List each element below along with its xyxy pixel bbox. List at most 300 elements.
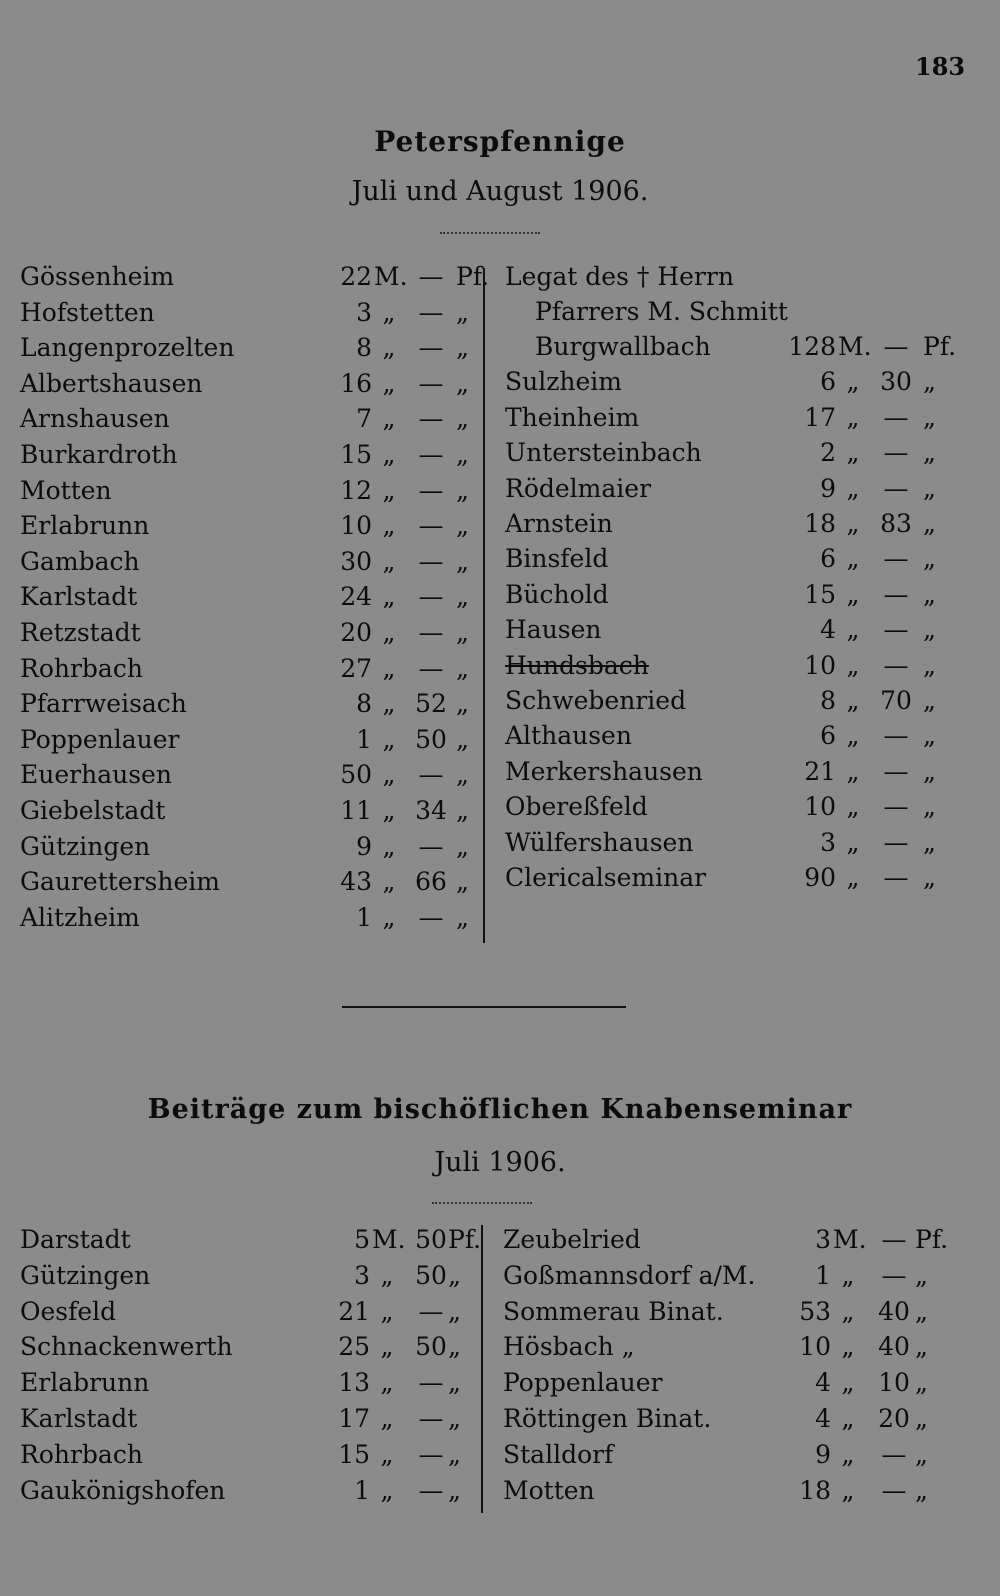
pfennig-amount: 40: [878, 1332, 910, 1362]
mark-unit: „: [841, 1332, 855, 1362]
pfennig-unit: „: [456, 760, 469, 790]
mark-unit: „: [382, 546, 396, 576]
table-row: [20, 654, 498, 688]
mark-amount: 50: [340, 760, 372, 790]
table-row: [20, 1440, 490, 1474]
pfennig-unit: „: [456, 368, 469, 398]
mark-unit: „: [382, 511, 396, 541]
mark-amount: 10: [340, 511, 372, 541]
table-row: [20, 547, 498, 581]
pfennig-unit: „: [923, 756, 936, 786]
pfennig-unit: „: [923, 792, 936, 822]
place-name: Althausen: [505, 721, 632, 751]
place-name: Hofstetten: [20, 297, 155, 327]
mark-amount: 10: [799, 1332, 831, 1362]
table-row: [503, 1225, 963, 1259]
table-row: [20, 689, 498, 723]
place-name: Schwebenried: [505, 686, 687, 715]
pfennig-unit: „: [923, 509, 936, 538]
place-name: Burgwallbach: [535, 332, 711, 361]
pfennig-unit: „: [915, 1296, 928, 1326]
pfennig-amount: —: [418, 475, 444, 505]
table-row: [503, 1476, 963, 1510]
mark-amount: 9: [356, 831, 372, 861]
pfennig-unit: „: [923, 579, 936, 609]
pfennig-amount: —: [418, 1404, 444, 1433]
page-number: 183: [915, 52, 966, 81]
table-row: [20, 1368, 490, 1402]
place-name: Alitzheim: [20, 902, 140, 932]
pfennig-amount: 52: [415, 689, 447, 719]
mark-amount: 1: [354, 1475, 370, 1505]
table-row: [505, 757, 965, 791]
place-name: Euerhausen: [20, 760, 172, 790]
table-row: [505, 544, 965, 578]
table-row: [20, 404, 498, 438]
mark-amount: 18: [799, 1475, 831, 1505]
table-row: [505, 863, 965, 897]
mark-amount: 3: [356, 297, 372, 327]
pfennig-amount: —: [418, 368, 444, 398]
pfennig-unit: „: [915, 1475, 928, 1505]
pfennig-unit: „: [456, 724, 469, 754]
place-name: Zeubelried: [503, 1225, 641, 1254]
pfennig-unit: „: [923, 615, 936, 645]
pfennig-unit: „: [456, 475, 469, 505]
mark-unit: „: [841, 1475, 855, 1505]
pfennig-amount: —: [418, 760, 444, 790]
pfennig-amount: —: [883, 438, 909, 468]
pfennig-unit: „: [456, 618, 469, 647]
table-row: [505, 651, 965, 685]
mark-unit: „: [382, 902, 396, 932]
mark-unit: „: [846, 650, 860, 680]
pfennig-amount: 34: [415, 796, 447, 825]
place-name: Hausen: [505, 615, 602, 645]
mark-amount: 30: [340, 546, 372, 576]
pfennig-unit: Pf.: [456, 262, 490, 291]
pfennig-unit: „: [448, 1296, 461, 1326]
pfennig-unit: „: [456, 404, 469, 434]
place-name: Burkardroth: [20, 440, 178, 469]
section1-subtitle: Juli und August 1906.: [351, 176, 649, 207]
mark-unit: „: [380, 1404, 394, 1433]
pfennig-amount: 40: [878, 1296, 910, 1326]
mark-unit: „: [846, 792, 860, 822]
table-row: [20, 867, 498, 901]
mark-unit: „: [846, 438, 860, 468]
pfennig-unit: Pf.: [448, 1225, 482, 1254]
place-name: Gaukönigshofen: [20, 1475, 226, 1505]
pfennig-amount: 50: [415, 1225, 447, 1254]
pfennig-unit: „: [915, 1332, 928, 1362]
place-name: Motten: [503, 1475, 595, 1505]
pfennig-unit: „: [456, 831, 469, 861]
pfennig-amount: 50: [415, 1332, 447, 1362]
table-row: [505, 792, 965, 826]
place-name: Darstadt: [20, 1225, 131, 1254]
pfennig-unit: Pf.: [923, 332, 957, 361]
place-name: Oesfeld: [20, 1296, 117, 1326]
mark-amount: 4: [815, 1404, 831, 1433]
pfennig-amount: —: [883, 863, 909, 892]
mark-amount: 6: [820, 544, 836, 574]
mark-amount: 8: [820, 686, 836, 715]
pfennig-unit: „: [915, 1404, 928, 1433]
place-name: Untersteinbach: [505, 438, 702, 468]
mark-unit: „: [846, 367, 860, 397]
place-name: Clericalseminar: [505, 863, 707, 892]
pfennig-amount: 10: [878, 1368, 910, 1398]
place-name: Karlstadt: [20, 582, 138, 612]
pfennig-amount: —: [418, 440, 444, 469]
pfennig-unit: „: [915, 1368, 928, 1398]
place-name: Hösbach „: [503, 1332, 635, 1362]
place-name: Rödelmaier: [505, 473, 652, 503]
pfennig-unit: „: [456, 653, 469, 683]
place-name: Stalldorf: [503, 1439, 614, 1469]
pfennig-unit: „: [923, 686, 936, 715]
pfennig-unit: „: [456, 511, 469, 541]
table-row: [20, 369, 498, 403]
table-row: [505, 403, 965, 437]
mark-unit: „: [382, 796, 396, 825]
pfennig-unit: „: [456, 796, 469, 825]
ornament-divider: [440, 232, 540, 234]
column-divider: [483, 268, 485, 943]
pfennig-unit: „: [456, 582, 469, 612]
table-row: [20, 440, 498, 474]
mark-unit: „: [382, 653, 396, 683]
pfennig-amount: —: [418, 902, 444, 932]
pfennig-unit: „: [923, 827, 936, 857]
mark-unit: „: [846, 615, 860, 645]
mark-unit: „: [382, 582, 396, 612]
pfennig-unit: „: [923, 721, 936, 751]
table-row: [503, 1297, 963, 1331]
mark-unit: „: [841, 1260, 855, 1290]
table-row: [20, 903, 498, 937]
place-name: Gaurettersheim: [20, 867, 220, 897]
place-name: Büchold: [505, 579, 609, 609]
mark-unit: „: [841, 1439, 855, 1469]
table-row: [505, 828, 965, 862]
mark-unit: „: [846, 827, 860, 857]
place-name: Schnackenwerth: [20, 1332, 233, 1362]
place-name: Poppenlauer: [20, 724, 180, 754]
table-row: [20, 1404, 490, 1438]
mark-amount: 4: [815, 1368, 831, 1398]
table-row: [505, 474, 965, 508]
mark-unit: M.: [374, 262, 408, 291]
table-row: [503, 1440, 963, 1474]
mark-unit: „: [380, 1260, 394, 1290]
pfennig-amount: —: [418, 582, 444, 612]
table-row: [503, 1404, 963, 1438]
pfennig-unit: „: [448, 1332, 461, 1362]
mark-amount: 8: [356, 333, 372, 363]
pfennig-amount: —: [881, 1260, 907, 1290]
mark-amount: 25: [338, 1332, 370, 1362]
column-divider: [481, 1225, 483, 1513]
pfennig-unit: „: [915, 1260, 928, 1290]
pfennig-amount: —: [883, 615, 909, 645]
ornament-divider: [432, 1202, 532, 1204]
table-row: [505, 509, 965, 543]
mark-amount: 21: [804, 756, 836, 786]
place-name: Röttingen Binat.: [503, 1404, 712, 1433]
mark-unit: „: [380, 1332, 394, 1362]
place-name: Merkershausen: [505, 756, 703, 786]
place-name: Langenprozelten: [20, 333, 235, 363]
table-row: [503, 1261, 963, 1295]
pfennig-unit: „: [456, 902, 469, 932]
mark-unit: „: [380, 1475, 394, 1505]
legacy-note-line: Legat des † Herrn: [505, 262, 734, 291]
pfennig-amount: —: [881, 1475, 907, 1505]
table-row: [505, 686, 965, 720]
table-row: [20, 511, 498, 545]
table-row: [20, 1332, 490, 1366]
section2-subtitle: Juli 1906.: [434, 1147, 566, 1178]
pfennig-amount: —: [883, 756, 909, 786]
pfennig-amount: —: [883, 473, 909, 503]
pfennig-amount: —: [418, 1475, 444, 1505]
pfennig-unit: „: [456, 689, 469, 719]
mark-amount: 4: [820, 615, 836, 645]
table-row: [20, 1297, 490, 1331]
pfennig-amount: 30: [880, 367, 912, 397]
pfennig-amount: —: [883, 332, 909, 361]
pfennig-amount: —: [418, 546, 444, 576]
table-row: [20, 796, 498, 830]
mark-amount: 1: [356, 902, 372, 932]
pfennig-unit: „: [923, 473, 936, 503]
pfennig-unit: „: [456, 440, 469, 469]
place-name: Karlstadt: [20, 1404, 138, 1433]
mark-unit: „: [382, 440, 396, 469]
mark-amount: 17: [804, 402, 836, 432]
mark-amount: 20: [340, 618, 372, 647]
mark-unit: „: [382, 689, 396, 719]
table-row: [20, 832, 498, 866]
mark-amount: 43: [340, 867, 372, 897]
place-name: Motten: [20, 475, 112, 505]
table-row: [20, 1476, 490, 1510]
mark-amount: 3: [354, 1260, 370, 1290]
pfennig-amount: —: [883, 827, 909, 857]
table-row: [20, 1261, 490, 1295]
place-name: Gambach: [20, 546, 140, 576]
table-row: [20, 618, 498, 652]
pfennig-amount: —: [883, 402, 909, 432]
table-row: [505, 721, 965, 755]
table-row: [505, 367, 965, 401]
place-name: Rohrbach: [20, 1439, 143, 1469]
mark-unit: „: [382, 618, 396, 647]
mark-unit: „: [846, 579, 860, 609]
pfennig-amount: —: [418, 1368, 444, 1398]
mark-amount: 15: [340, 440, 372, 469]
mark-unit: „: [846, 686, 860, 715]
pfennig-amount: —: [418, 653, 444, 683]
place-name: Goßmannsdorf a/M.: [503, 1260, 756, 1290]
pfennig-amount: —: [418, 404, 444, 434]
mark-unit: „: [380, 1439, 394, 1469]
table-row: [505, 438, 965, 472]
mark-amount: 11: [340, 796, 372, 825]
mark-amount: 17: [338, 1404, 370, 1433]
mark-amount: 1: [815, 1260, 831, 1290]
section-separator: [342, 1006, 626, 1008]
mark-unit: „: [841, 1404, 855, 1433]
pfennig-amount: —: [881, 1439, 907, 1469]
mark-amount: 15: [338, 1439, 370, 1469]
pfennig-unit: „: [448, 1368, 461, 1398]
mark-unit: „: [382, 724, 396, 754]
mark-amount: 10: [804, 650, 836, 680]
mark-amount: 15: [804, 579, 836, 609]
table-row: [20, 298, 498, 332]
mark-amount: 3: [815, 1225, 831, 1254]
mark-amount: 12: [340, 475, 372, 505]
place-name: Sommerau Binat.: [503, 1296, 724, 1326]
mark-unit: „: [382, 404, 396, 434]
mark-amount: 7: [356, 404, 372, 434]
mark-amount: 128: [788, 332, 836, 361]
mark-unit: „: [846, 756, 860, 786]
mark-unit: „: [382, 368, 396, 398]
place-name: Rohrbach: [20, 653, 143, 683]
place-name: Obereßfeld: [505, 792, 648, 822]
legacy-note-line: Pfarrers M. Schmitt: [535, 297, 788, 326]
mark-amount: 53: [799, 1296, 831, 1326]
pfennig-amount: 50: [415, 724, 447, 754]
mark-unit: „: [382, 333, 396, 363]
pfennig-unit: „: [456, 867, 469, 897]
pfennig-unit: „: [456, 333, 469, 363]
place-name: Retzstadt: [20, 618, 141, 647]
mark-unit: „: [846, 863, 860, 892]
place-name: Wülfershausen: [505, 827, 694, 857]
table-row: [20, 333, 498, 367]
pfennig-amount: —: [881, 1225, 907, 1254]
place-name: Sulzheim: [505, 367, 622, 397]
place-name: Theinheim: [505, 402, 640, 432]
mark-amount: 3: [820, 827, 836, 857]
mark-amount: 9: [815, 1439, 831, 1469]
pfennig-unit: „: [923, 544, 936, 574]
mark-amount: 8: [356, 689, 372, 719]
place-name: Erlabrunn: [20, 1368, 150, 1398]
place-name: Gützingen: [20, 1260, 151, 1290]
pfennig-unit: „: [923, 650, 936, 680]
pfennig-amount: 20: [878, 1404, 910, 1433]
mark-amount: 1: [356, 724, 372, 754]
pfennig-amount: 66: [415, 867, 447, 897]
mark-amount: 6: [820, 721, 836, 751]
pfennig-amount: —: [883, 650, 909, 680]
place-name: Albertshausen: [20, 368, 203, 398]
mark-unit: „: [382, 831, 396, 861]
section2-title: Beiträge zum bischöflichen Knabenseminar: [147, 1094, 853, 1125]
place-name: Giebelstadt: [20, 796, 166, 825]
pfennig-amount: —: [883, 544, 909, 574]
table-row: [505, 615, 965, 649]
mark-amount: 21: [338, 1296, 370, 1326]
pfennig-unit: „: [456, 297, 469, 327]
pfennig-unit: „: [448, 1260, 461, 1290]
pfennig-unit: „: [448, 1404, 461, 1433]
pfennig-unit: „: [923, 367, 936, 397]
pfennig-amount: —: [883, 721, 909, 751]
mark-unit: „: [841, 1368, 855, 1398]
mark-unit: M.: [838, 332, 872, 361]
mark-unit: „: [846, 402, 860, 432]
place-name: Binsfeld: [505, 544, 609, 574]
mark-amount: 6: [820, 367, 836, 397]
mark-unit: „: [382, 475, 396, 505]
place-name: Arnshausen: [20, 404, 170, 434]
mark-amount: 9: [820, 473, 836, 503]
place-name: Erlabrunn: [20, 511, 150, 541]
mark-amount: 2: [820, 438, 836, 468]
table-row: [20, 1225, 490, 1259]
pfennig-amount: —: [883, 792, 909, 822]
mark-amount: 10: [804, 792, 836, 822]
mark-amount: 22: [340, 262, 372, 291]
pfennig-unit: „: [923, 863, 936, 892]
pfennig-amount: —: [418, 831, 444, 861]
pfennig-amount: —: [418, 262, 444, 291]
mark-unit: „: [841, 1296, 855, 1326]
pfennig-amount: 70: [880, 686, 912, 715]
table-row: [503, 1368, 963, 1402]
table-row: [20, 760, 498, 794]
mark-amount: 5: [354, 1225, 370, 1254]
table-row: [20, 262, 498, 296]
place-name: Gössenheim: [20, 262, 175, 291]
table-row: [505, 332, 965, 366]
pfennig-amount: —: [418, 1439, 444, 1469]
pfennig-amount: —: [418, 333, 444, 363]
pfennig-amount: —: [418, 511, 444, 541]
pfennig-unit: „: [923, 402, 936, 432]
mark-unit: „: [846, 721, 860, 751]
mark-unit: M.: [372, 1225, 406, 1254]
pfennig-amount: —: [418, 297, 444, 327]
pfennig-amount: —: [418, 1296, 444, 1326]
table-row: [20, 476, 498, 510]
mark-amount: 13: [338, 1368, 370, 1398]
mark-unit: „: [846, 544, 860, 574]
pfennig-unit: „: [456, 546, 469, 576]
pfennig-unit: „: [915, 1439, 928, 1469]
pfennig-amount: —: [883, 579, 909, 609]
table-row: [20, 582, 498, 616]
mark-unit: „: [380, 1296, 394, 1326]
table-row: [505, 580, 965, 614]
mark-unit: „: [846, 509, 860, 538]
mark-unit: „: [382, 297, 396, 327]
mark-unit: „: [846, 473, 860, 503]
pfennig-unit: „: [448, 1475, 461, 1505]
mark-amount: 24: [340, 582, 372, 612]
mark-amount: 16: [340, 368, 372, 398]
section1-title: Peterspfennige: [374, 125, 626, 158]
pfennig-unit: „: [448, 1439, 461, 1469]
pfennig-amount: —: [418, 618, 444, 647]
